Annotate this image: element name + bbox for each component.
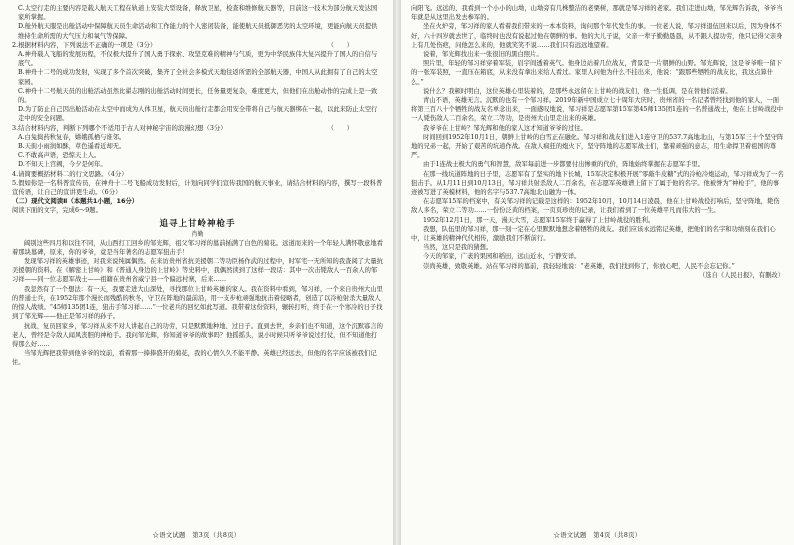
article-paragraph: 阔别这些四月和以往不同，从山西打工回乡的邹光辉，祖父邹习祥的墓前插满了白色的菊花。远道而来的一个年轻人满怀敬意地看着那块墓碑，原来，你的爷爷，竟是当年著名的志愿军狙击手！	[12, 239, 383, 256]
article-paragraph: 崇尚英雄，致敬英雄。站在邹习祥的墓前，我轻轻地说：“老英雄，我们找到你了，你放心吧，人民不会忘记你。”	[423, 262, 735, 270]
article-paragraph: 1952年12月1日，那一天，漫天大雪，志愿军15军终于赢得了上甘岭战役的胜利。	[423, 216, 655, 224]
q2-stem	[12, 41, 383, 50]
q2-option-a: A.神舟载人飞船的发展历程，不仅极大提升了国人勇于探索、攻坚克难的精神与气质，更为中华民族伟大复兴提升了国人的自信与底气。	[18, 51, 378, 68]
q2-stem-text: 2.根据材料内容，下列说法不正确的一项是（3分）	[12, 40, 157, 49]
article-paragraph: 当然，这只是我的猜想。	[423, 244, 493, 252]
q3-option-d: D.不知天上宫阙，今夕是何年。	[18, 161, 107, 169]
article-paragraph: 我想，队伍里的邹习祥，那一刻一定在心里默默地想念着牺牲的战友。我们应该永远铭记英雄，把他们的名字和功绩刻在我们心中，让英雄的精神代代相传，激励我们不断前行。	[411, 225, 776, 243]
article-paragraph: 坐在火炉旁，邹习祥的家人看着我们带来的一本本资料，询问那个年代发生的事。一位老人说，邹习祥退伍回来以后，因为身体不好，六十四岁就去世了，临终时也没有说起过他在朝鲜的事。他的大儿子说，父亲一辈子勤勤恳恳，从不跟人提功劳，他只记得父亲身上有几处伤疤，问他怎么来的，他就笑笑不说……我们只有远远地望着。	[411, 23, 783, 49]
article-paragraph: 我爷爷在上甘岭？邹光辉和他的家人这才知道爷爷的过往。	[423, 124, 587, 132]
page-footer: ☆语文试题 第4页（共8页）	[553, 532, 642, 539]
article-source: （选自《人民日报》，有删改）	[698, 271, 784, 279]
q2-answer-blank: （ ）	[327, 40, 353, 49]
section-heading: （二）现代文阅读Ⅱ（本题共1小题，16分）	[12, 197, 139, 206]
book-gutter	[393, 0, 401, 545]
article-paragraph: 在那一线坑道阵地的日子里，志愿军有了坚实的地下长城，15军决定积极开展“零敲牛皮糖”式的冷枪冷炮运动，邹习祥成为了一名狙击手。从1月11日到10月13日，邹习祥共射杀敌人二百余名，在志愿军英雄谱上留下了属于他的名字。他被誉为“神枪手”，他的事迹被写进了英模材料，他的名字与537.7高地北山融为一体。	[411, 170, 784, 197]
q1-option-d: D.舱外航天服是出舱活动中保障航天员生命活动和工作能力的个人密闭装备，能使航天员抵御恶劣的太空环境，更能向航天员提供维持生命所需的大气压力和氧气等保障。	[18, 23, 378, 40]
article-paragraph: 由于1连战士极大的勇气和智慧，敌军每前进一步都要付出惨重的代价，阵地始终掌握在志愿军手里。	[423, 161, 705, 169]
q5-stem: 5.假如你是一名科普宣传员，在神舟十二号飞船成功发射后，计划向同学们宣传我国的航天事业，请结合材料的内容，撰写一段科普宣传语，让自己的宣讲更生动。（6分）	[12, 178, 383, 197]
article-paragraph: 我忽然有了一个想法：有一天，我要走进大山深处，寻找那位上甘岭英雄的家人。我在资料中看到，邹习祥，一个来自贵州大山里的普通士兵，在1952年那个漫长而残酷的秋冬，守卫在阵地的最前沿，用一支步枪顽强地抗击着侵略者，创造了以冷枪射杀大量敌人的惊人战绩。“45师135团1连，狙击手邹习祥……”一位老兵的回忆如此写道。我带着这份资料，辗转打听，终于在一个寒冷的日子找到了邹光辉——他正是邹习祥的孙子。	[12, 285, 383, 321]
article-paragraph: 当邹光辉把我带到他爷爷的坟前，看着那一捧捧盛开的菊花，我的心情久久不能平静。英雄已经远去，但他的名字应该被我们记住。	[12, 350, 377, 367]
q2-option-d: D.为了防止自己因出舱活动在太空中而成为人体卫星，航天员出舱行走都会用安全带将自己与航天器绑在一起，以此来防止太空行走中的安全问题。	[18, 106, 378, 123]
q3-option-b: B.天街小雨润如酥，草色遥看近却无。	[18, 143, 126, 151]
article-paragraph: 说着，邹光辉找出来一张很旧的黑白照片。	[423, 51, 543, 59]
article-paragraph: 抗战、复员回家乡，邹习祥从来不对人讲起自己的功劳，只是默默地种地、过日子。直到去世，乡亲们也不知道，这个沉默寡言的老人，曾经是令敌人闻风丧胆的神枪手。我问邹光辉，你知道爷爷的故事吗？他摇摇头，说小时候只听爷爷说过打仗，但不知道他打得那么好……	[12, 322, 383, 348]
article-paragraph: 照片里，年轻的邹习祥穿着军装，眉宇间透着英气。他身边站着几位战友，背景是一片朝鲜的山野。邹光辉说，这是爷爷唯一留下的一张军装照，一直压在箱底，从来没有拿出来给人看过。家里人问他为什么不挂出来，他说：“跟那些牺牲的战友比，我这点算什么。”	[411, 60, 782, 86]
page-3	[0, 0, 393, 545]
article-paragraph: 发现邹习祥的英雄事迹，对我来说纯属偶然。在来访贵州省抗美援朝二等功臣杨作武的过程中，时军宅一无所知的我查阅了大量抗美援朝的资料。在《解密上甘岭》和《普通人身边的上甘岭》等史料中，我偶然读到了这样一段话：其中一次击毙敌人一百余人的邹习祥——同一位志愿军战士——祖籍在贵州省威宁县一个偏远村寨，后来……	[12, 258, 383, 284]
q3-answer-blank: （ ）	[327, 123, 353, 132]
q3-stem	[12, 124, 383, 133]
q1-option-c: C.太空行走的主要内容是载人航天工程在轨道上安装大型设备，释放卫星，检查和维修航天器等，目前这一技术为部分航天发达国家所掌握。	[18, 5, 378, 22]
article-title: 追寻上甘岭神枪手	[159, 218, 236, 229]
article-paragraph: 青山不语，英雄无言。沉默的也有一个邹习祥。2019年新中国成立七十周年大庆时，贵州省的一名记者曾经找到他的家人，一面将第三百八十个牺牲的战友名单念出来，一面感叹地说，邹习祥是志愿军第15军第45师135团1连的一名普通战士，他在上甘岭战役中一人毙伤敌人二百余名，荣立二等功，是贵州大山里走出来的英雄。	[411, 97, 784, 123]
q2-option-c: C.神舟十二号航天员的出舱活动虽然比翟志刚的出舱活动时间更长，任务量更复杂，难度更大，但他们在出舱动作的完成上是一致的。	[18, 87, 378, 105]
q3-stem-text: 3.结合材料内容，判断下列哪个不适用于古人对神秘宇宙的浪漫幻想（3分）	[12, 123, 227, 132]
article-paragraph: 在志愿军15军的档案中，有关邹习祥的记载是这样的：1952年10月，10月14日凌晨，他在上甘岭战役打响后，坚守阵地，毙伤敌人多名，荣立二等功……一份份泛黄的档案，一页页珍贵的记录，让我们看到了一位英雄平凡而伟大的一生。	[411, 198, 780, 215]
article-paragraph: 时间回到1952年10月1日，朝鲜上甘岭的白雪正在融化。邹习祥和战友们进入1连守卫的537.7高地北山，与第15军三十个坚守阵地的兄弟一起，开始了艰苦的坑道作战。在敌人疯狂的炮火下，坚守阵地的志愿军战士们，靠着顽强的意志，用生命捍卫着祖国的尊严。	[411, 133, 784, 160]
article-paragraph: 向阳飞。远远的，我看到一个小小的山坳，山坳旁有几株整洁的老栗树，那就是邹习祥的老家。我们走进山坳，邹光辉告诉我，爷爷当年就是从这里出发去参军的。	[411, 5, 783, 22]
reading-instruction: 阅读下面的文字，完成6～9题。	[12, 207, 102, 215]
q3-option-a: A.白兔捣药秋复春，嫦娥孤栖与谁邻。	[18, 133, 126, 141]
q2-option-b: B.神舟十二号的成功发射，实现了多个首次突破，集齐了全社会多模式天地往返所需的全部航天器，中国人从此拥有了自己的太空家园。	[18, 69, 378, 86]
article-paragraph: 今天的邹家，广袤的果园和稻田，远山近水，宁静安详。	[423, 253, 581, 261]
q3-option-c: C.不敢高声语，恐惊天上人。	[18, 152, 101, 160]
page-4	[401, 0, 794, 545]
article-paragraph: 说什么？我顿时明白，这位英雄心里装着的，是那些永远留在上甘岭的战友们，他一生低调，是在替他们活着。	[423, 87, 732, 95]
page-footer: ☆语文试题 第3页（共8页）	[152, 532, 241, 539]
article-author: 肖勤	[191, 230, 204, 238]
q4-stem: 4.请简要概括材料二的行文思路。（4分）	[12, 169, 128, 178]
